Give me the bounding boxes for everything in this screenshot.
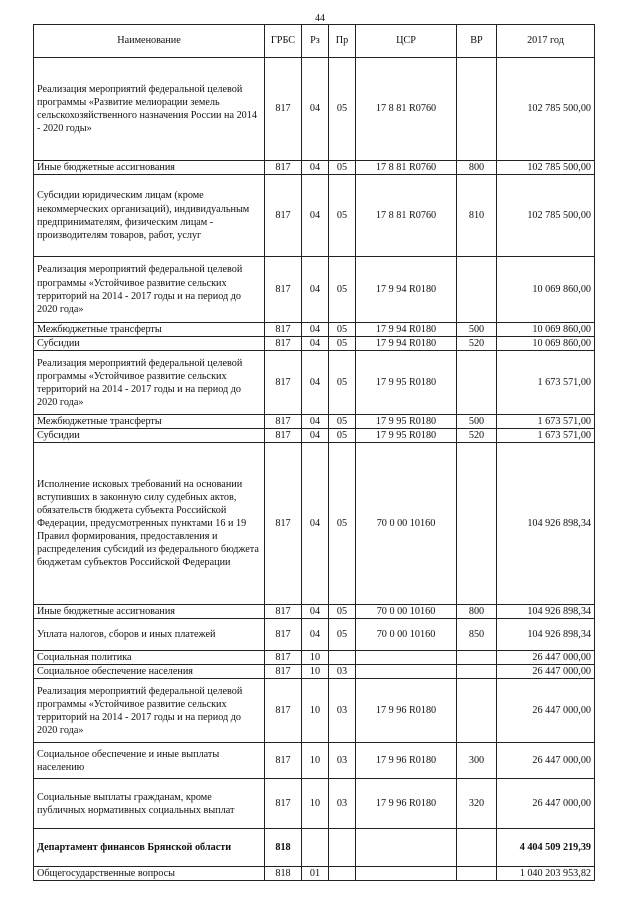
row-name: Субсидии: [34, 429, 265, 443]
row-amount: 10 069 860,00: [497, 257, 595, 323]
row-rz: 04: [302, 337, 329, 351]
row-vr: 520: [457, 337, 497, 351]
row-name: Социальные выплаты гражданам, кроме публичных нормативных социальных выплат: [34, 779, 265, 829]
row-grbs: 817: [265, 175, 302, 257]
row-csr: [356, 829, 457, 867]
row-vr: 810: [457, 175, 497, 257]
row-rz: [302, 829, 329, 867]
row-rz: 10: [302, 679, 329, 743]
row-rz: 04: [302, 161, 329, 175]
row-grbs: 817: [265, 58, 302, 161]
row-name: Иные бюджетные ассигнования: [34, 161, 265, 175]
row-amount: 102 785 500,00: [497, 58, 595, 161]
row-rz: 04: [302, 323, 329, 337]
table-row: [34, 58, 595, 161]
row-csr: 17 8 81 R0760: [356, 161, 457, 175]
row-vr: [457, 443, 497, 605]
row-pr: [329, 867, 356, 881]
row-name: Реализация мероприятий федеральной целевой программы «Устойчивое развитие сельских территорий на 2014 - 2017 годы и на период до 2020 года»: [34, 257, 265, 323]
row-vr: [457, 829, 497, 867]
row-csr: 17 9 95 R0180: [356, 415, 457, 429]
row-csr: 70 0 00 10160: [356, 605, 457, 619]
table-row: [34, 867, 595, 881]
row-csr: 17 9 94 R0180: [356, 337, 457, 351]
row-vr: [457, 665, 497, 679]
row-name: Департамент финансов Брянской области: [34, 829, 265, 867]
row-grbs: 817: [265, 257, 302, 323]
header-row: [34, 25, 595, 58]
row-name: Реализация мероприятий федеральной целевой программы «Развитие мелиорации земель сельскохозяйственного назначения России на 2014 - 2020 годы»: [34, 58, 265, 161]
row-grbs: 817: [265, 337, 302, 351]
row-pr: 05: [329, 605, 356, 619]
header-vr: ВР: [457, 25, 497, 58]
row-vr: [457, 867, 497, 881]
row-vr: 300: [457, 743, 497, 779]
row-amount: 1 040 203 953,82: [497, 867, 595, 881]
row-pr: 05: [329, 161, 356, 175]
row-rz: 10: [302, 779, 329, 829]
row-name: Субсидии юридическим лицам (кроме некоммерческих организаций), индивидуальным предпринимателям, физическим лицам - производителям товаров, работ, услуг: [34, 175, 265, 257]
row-vr: 500: [457, 323, 497, 337]
row-rz: 04: [302, 351, 329, 415]
row-amount: 26 447 000,00: [497, 679, 595, 743]
row-pr: 05: [329, 58, 356, 161]
row-grbs: 817: [265, 323, 302, 337]
row-name: Социальная политика: [34, 651, 265, 665]
row-vr: [457, 679, 497, 743]
table-row: [34, 351, 595, 415]
row-csr: 17 9 96 R0180: [356, 679, 457, 743]
row-name: Межбюджетные трансферты: [34, 415, 265, 429]
row-amount: 10 069 860,00: [497, 337, 595, 351]
row-csr: [356, 651, 457, 665]
table-row: [34, 323, 595, 337]
header-name: Наименование: [34, 25, 265, 58]
row-pr: 05: [329, 337, 356, 351]
table-row: [34, 257, 595, 323]
row-rz: 10: [302, 665, 329, 679]
row-vr: 320: [457, 779, 497, 829]
table-row: [34, 429, 595, 443]
table-row: [34, 743, 595, 779]
row-rz: 04: [302, 429, 329, 443]
row-vr: 850: [457, 619, 497, 651]
row-pr: 03: [329, 779, 356, 829]
row-rz: 04: [302, 443, 329, 605]
header-grbs: ГРБС: [265, 25, 302, 58]
row-rz: 10: [302, 743, 329, 779]
row-csr: 17 9 95 R0180: [356, 351, 457, 415]
row-pr: 05: [329, 415, 356, 429]
row-vr: 800: [457, 161, 497, 175]
row-pr: 05: [329, 257, 356, 323]
row-grbs: 817: [265, 779, 302, 829]
row-name: Иные бюджетные ассигнования: [34, 605, 265, 619]
row-csr: 17 9 94 R0180: [356, 323, 457, 337]
row-pr: 03: [329, 743, 356, 779]
row-name: Уплата налогов, сборов и иных платежей: [34, 619, 265, 651]
table-row: [34, 605, 595, 619]
row-pr: 05: [329, 351, 356, 415]
row-name: Общегосударственные вопросы: [34, 867, 265, 881]
row-csr: [356, 867, 457, 881]
header-csr: ЦСР: [356, 25, 457, 58]
row-csr: 17 9 94 R0180: [356, 257, 457, 323]
row-vr: [457, 58, 497, 161]
row-pr: 05: [329, 619, 356, 651]
row-pr: 05: [329, 443, 356, 605]
row-grbs: 817: [265, 415, 302, 429]
budget-table: [33, 24, 595, 881]
row-csr: [356, 665, 457, 679]
row-pr: [329, 829, 356, 867]
row-csr: 17 8 81 R0760: [356, 175, 457, 257]
header-year: 2017 год: [497, 25, 595, 58]
page-number: 44: [315, 13, 325, 24]
table-row: [34, 829, 595, 867]
row-name: Реализация мероприятий федеральной целевой программы «Устойчивое развитие сельских территорий на 2014 - 2017 годы и на период до 2020 года»: [34, 679, 265, 743]
header-pr: Пр: [329, 25, 356, 58]
row-vr: 800: [457, 605, 497, 619]
table-row: [34, 651, 595, 665]
row-vr: [457, 257, 497, 323]
row-grbs: 817: [265, 665, 302, 679]
row-grbs: 818: [265, 867, 302, 881]
table-row: [34, 161, 595, 175]
header-rz: Рз: [302, 25, 329, 58]
row-amount: 104 926 898,34: [497, 443, 595, 605]
row-csr: 17 9 95 R0180: [356, 429, 457, 443]
row-amount: 26 447 000,00: [497, 743, 595, 779]
row-name: Социальное обеспечение населения: [34, 665, 265, 679]
row-amount: 26 447 000,00: [497, 779, 595, 829]
row-rz: 04: [302, 619, 329, 651]
row-vr: [457, 651, 497, 665]
table-row: [34, 415, 595, 429]
row-grbs: 817: [265, 651, 302, 665]
row-grbs: 817: [265, 429, 302, 443]
row-grbs: 817: [265, 351, 302, 415]
row-name: Межбюджетные трансферты: [34, 323, 265, 337]
row-amount: 10 069 860,00: [497, 323, 595, 337]
row-rz: 04: [302, 605, 329, 619]
row-amount: 102 785 500,00: [497, 175, 595, 257]
row-amount: 104 926 898,34: [497, 605, 595, 619]
row-vr: 520: [457, 429, 497, 443]
row-grbs: 817: [265, 443, 302, 605]
row-vr: [457, 351, 497, 415]
row-rz: 04: [302, 415, 329, 429]
row-pr: 03: [329, 679, 356, 743]
row-amount: 1 673 571,00: [497, 415, 595, 429]
row-grbs: 817: [265, 161, 302, 175]
row-amount: 1 673 571,00: [497, 351, 595, 415]
row-amount: 1 673 571,00: [497, 429, 595, 443]
row-rz: 04: [302, 175, 329, 257]
row-grbs: 817: [265, 679, 302, 743]
table-row: [34, 443, 595, 605]
row-pr: 05: [329, 323, 356, 337]
row-rz: 04: [302, 58, 329, 161]
row-csr: 17 8 81 R0760: [356, 58, 457, 161]
row-name: Исполнение исковых требований на основании вступивших в законную силу судебных актов, обязательств бюджета субъекта Российской Федерации, предусмотренных пунктами 16 и 19 Правил формирования, предоставления и распределения субсидий из федерального бюджета бюджетам субъектов Российской Федерации: [34, 443, 265, 605]
row-grbs: 817: [265, 619, 302, 651]
row-pr: 03: [329, 665, 356, 679]
row-amount: 4 404 509 219,39: [497, 829, 595, 867]
row-name: Субсидии: [34, 337, 265, 351]
row-amount: 102 785 500,00: [497, 161, 595, 175]
table-row: [34, 337, 595, 351]
table-row: [34, 619, 595, 651]
table-row: [34, 779, 595, 829]
row-vr: 500: [457, 415, 497, 429]
row-csr: 17 9 96 R0180: [356, 779, 457, 829]
row-csr: 70 0 00 10160: [356, 619, 457, 651]
row-rz: 04: [302, 257, 329, 323]
row-csr: 70 0 00 10160: [356, 443, 457, 605]
row-grbs: 818: [265, 829, 302, 867]
table-row: [34, 175, 595, 257]
row-grbs: 817: [265, 743, 302, 779]
row-rz: 01: [302, 867, 329, 881]
row-pr: [329, 651, 356, 665]
row-pr: 05: [329, 429, 356, 443]
row-csr: 17 9 96 R0180: [356, 743, 457, 779]
row-name: Социальное обеспечение и иные выплаты населению: [34, 743, 265, 779]
table-row: [34, 679, 595, 743]
row-amount: 26 447 000,00: [497, 651, 595, 665]
row-pr: 05: [329, 175, 356, 257]
table-row: [34, 665, 595, 679]
row-rz: 10: [302, 651, 329, 665]
row-name: Реализация мероприятий федеральной целевой программы «Устойчивое развитие сельских территорий на 2014 - 2017 годы и на период до 2020 года»: [34, 351, 265, 415]
row-grbs: 817: [265, 605, 302, 619]
row-amount: 104 926 898,34: [497, 619, 595, 651]
row-amount: 26 447 000,00: [497, 665, 595, 679]
